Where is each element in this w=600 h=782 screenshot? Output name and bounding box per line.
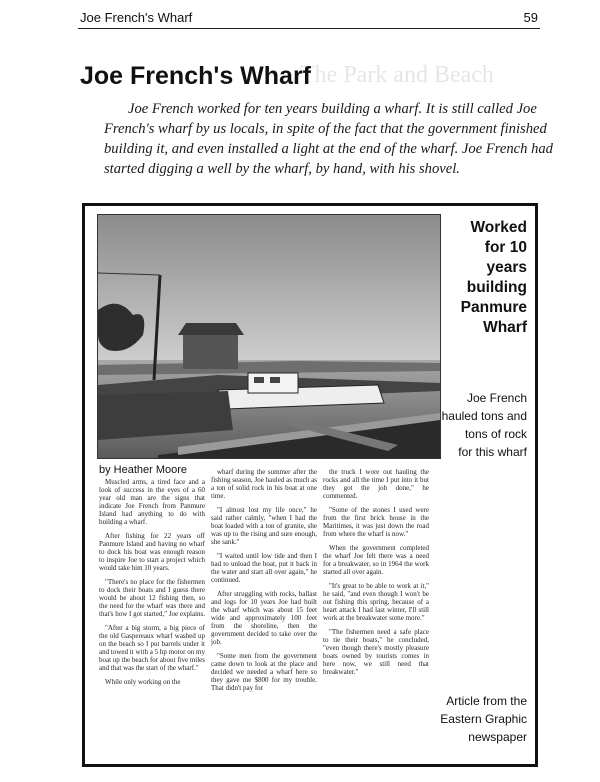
source-line: newspaper <box>468 730 527 744</box>
caption-line: hauled tons and <box>441 409 527 423</box>
headline-line: Worked <box>470 219 527 236</box>
newspaper-clipping <box>82 203 538 767</box>
article-column-3 <box>323 468 429 682</box>
column-paragraph: After fishing for 22 years off Panmure Island and having no wharf to dock his boat was enough reason to inspire Joe to start a project which would take him 10 years. <box>99 532 205 572</box>
column-paragraph: the truck I wore out hauling the rocks and all the time I put into it but they got the job done," he commented. <box>323 468 429 500</box>
source-note <box>387 692 527 746</box>
headline-line: Wharf <box>483 319 527 336</box>
photo-caption <box>417 389 527 461</box>
byline: by Heather Moore <box>99 464 188 476</box>
headline-line: Panmure <box>460 299 527 316</box>
running-head <box>78 8 540 29</box>
caption-line: tons of rock <box>464 427 527 441</box>
article-title: Joe French's Wharf <box>80 62 311 90</box>
column-paragraph: After struggling with rocks, ballast and logs for 10 years Joe had built the wharf which was about 15 feet wide and approximately 100 feet from the shoreline, then the government decided to take over the job. <box>211 590 317 646</box>
wharf-photo <box>97 214 441 459</box>
column-paragraph: "After a big storm, a big piece of the old Gaspereaux wharf washed up on the beach so I put barrels under it and towed it with a 5 hp motor on my boat up the beach for about five miles and that was the start of the wharf." <box>99 624 205 672</box>
headline-line: for 10 <box>484 239 527 256</box>
source-line: Eastern Graphic <box>440 712 527 726</box>
column-paragraph: When the government completed the wharf Joe felt there was a need for a breakwater, so in 1964 the work started all over again. <box>323 544 429 576</box>
headline-line: years <box>486 259 527 276</box>
page-number: 59 <box>523 10 538 25</box>
article-column-1 <box>99 478 205 692</box>
intro-paragraph: Joe French worked for ten years building a wharf. It is still called Joe French's wharf by us locals, in spite of the fact that the government finished building it, and even installed a light at the end of the wharf. Joe French had started digging a well by the wharf, by hand, with his shovel. <box>104 101 553 177</box>
article-column-2 <box>211 468 317 698</box>
caption-line: for this wharf <box>458 445 527 459</box>
wharf-photo-image <box>98 215 440 458</box>
clipping-headline <box>417 218 527 338</box>
column-paragraph: "It's great to be able to work at it," he said, "and even though I won't be out fishing this spring, because of a heart attack I had last winter, I'll still work at the breakwater some more." <box>323 582 429 622</box>
column-paragraph: "Some of the stones I used were from the first brick house in the Maritimes, it was just down the road from where the wharf is now." <box>323 506 429 538</box>
headline-line: building <box>466 279 527 296</box>
column-paragraph: wharf during the summer after the fishing season, Joe hauled as much as a ton of solid rock in his boat at one time. <box>211 468 317 500</box>
running-head-title: Joe French's Wharf <box>80 10 193 25</box>
bleed-through-text: The Park and Beach <box>300 62 494 88</box>
column-paragraph: "The fishermen need a safe place to tie their boats," he concluded, "even though there's mostly pleasure boats owned by tourists comes in here now, we still need that breakwater." <box>323 628 429 676</box>
column-paragraph: "Some men from the government came down to look at the place and decided we needed a wharf here so they gave me $800 for my trouble. That didn't pay for <box>211 652 317 692</box>
column-paragraph: "I waited until low tide and then I had to unload the boat, put it back in the water and start all over again," he continued. <box>211 552 317 584</box>
column-paragraph: Muscled arms, a tired face and a look of success in the eyes of a 60 year old man are the signs that indicate Joe French from Panmure Island had anything to do with building a wharf. <box>99 478 205 526</box>
column-paragraph: While only working on the <box>105 678 181 686</box>
column-paragraph: "There's no place for the fishermen to dock their boats and I guess there would be about 12 fishing then, so the need for the wharf was there and that's how I got started," Joe explains. <box>99 578 205 618</box>
caption-line: Joe French <box>466 391 527 405</box>
source-line: Article from the <box>446 694 527 708</box>
column-paragraph: "I almost lost my life once," he said rather calmly, "when I had the boat loaded with a ton of granite, she was up to the rising and sure enough, she sank." <box>211 506 317 546</box>
